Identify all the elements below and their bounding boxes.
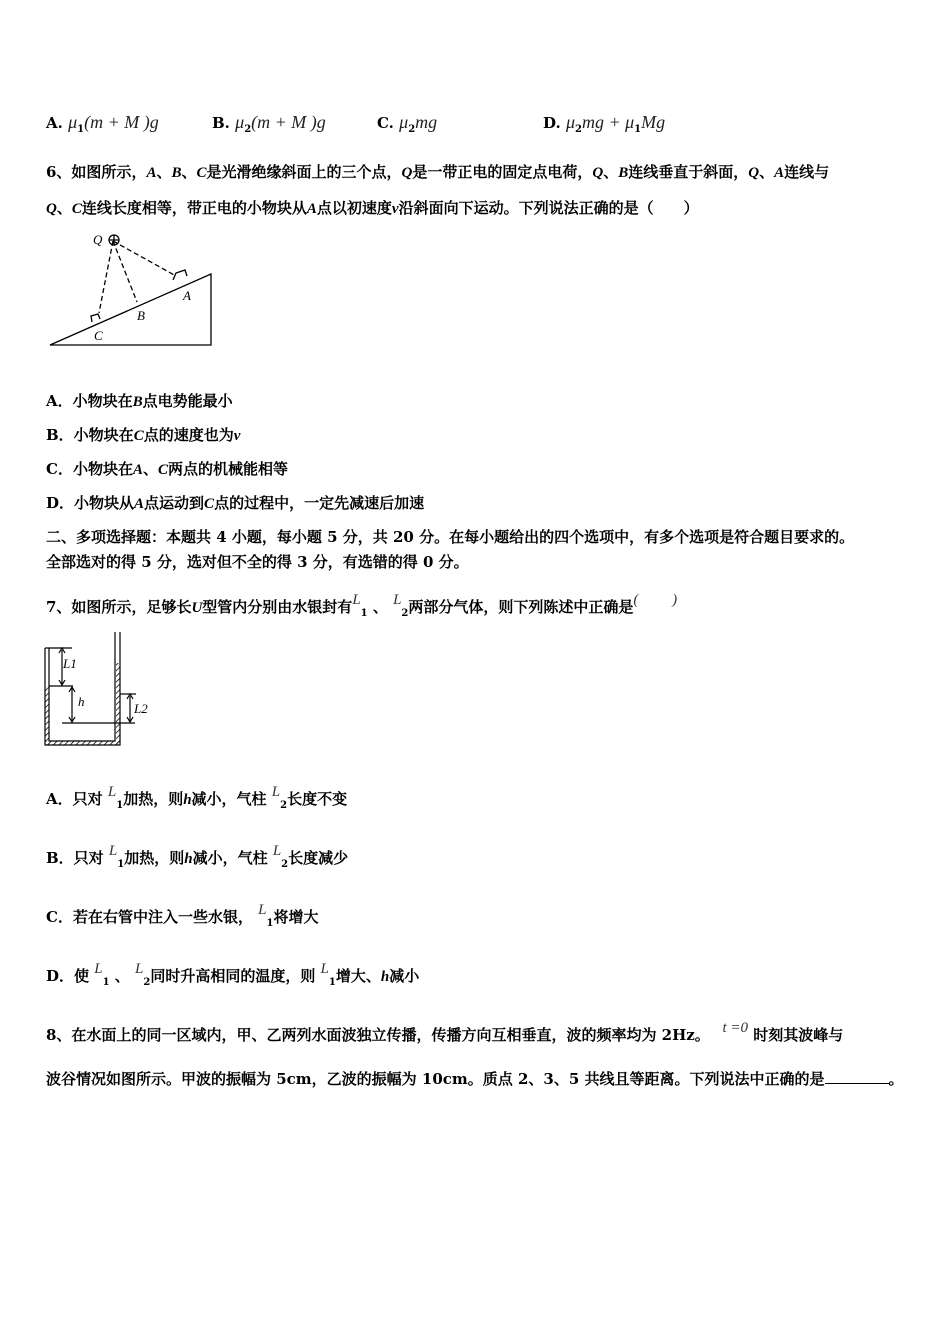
section2-header-line1: 二、多项选择题：本题共 4 小题，每小题 5 分，共 20 分。在每小题给出的四个选项中，有多个选项是符合题目要求的。	[46, 528, 855, 546]
option-label: D.	[543, 114, 561, 132]
text-segment: 、	[367, 598, 394, 616]
text-segment: 1	[360, 608, 368, 619]
q6-option-c	[46, 459, 288, 480]
text-segment: Mg	[641, 112, 666, 132]
section2-header-line2: 全部选对的得 5 分，选对但不全的得 3 分，有选错的得 0 分。	[46, 553, 469, 571]
q7-option-a	[46, 782, 347, 816]
text-segment: 波谷情况如图所示。甲波的振幅为 5cm，乙波的振幅为 10cm。质点 2、3、5 共线且等距离。下列说法中正确的是	[46, 1070, 825, 1088]
u-tube-figure	[0, 620, 180, 760]
text-segment: 1	[634, 124, 642, 135]
text-segment: t =0	[722, 1020, 749, 1036]
text-segment: 沿斜面向下运动。下列说法正确的是（ ）	[398, 199, 699, 217]
answer-blank	[825, 1069, 889, 1084]
text-segment: 减小，气柱	[192, 849, 273, 867]
text-segment: B．只对	[46, 849, 109, 867]
text-segment: 点的过程中，一定先减速后加速	[214, 494, 425, 512]
text-segment: 1	[328, 977, 336, 988]
text-segment: 加热，则	[124, 849, 185, 867]
text-segment: 长度减少	[288, 849, 349, 867]
text-segment: L	[320, 961, 329, 977]
text-segment: 、	[142, 460, 158, 478]
incline-figure	[0, 0, 260, 360]
text-segment: 加热，则	[123, 790, 184, 808]
text-segment: mg	[415, 112, 438, 132]
text-segment: 、	[603, 163, 619, 181]
text-segment: h	[380, 969, 390, 985]
text-segment: A．只对	[46, 790, 108, 808]
option-formula	[399, 112, 438, 135]
text-segment: U	[191, 600, 203, 616]
incline-triangle	[50, 274, 211, 345]
text-segment: 、	[156, 163, 172, 181]
text-segment: B	[618, 165, 629, 181]
text-segment: B	[132, 394, 143, 410]
text-segment: C	[133, 428, 144, 444]
text-segment: v	[233, 428, 241, 444]
q5-option-c	[377, 112, 437, 135]
text-segment: 型管内分别由水银封有	[202, 598, 353, 616]
text-segment: 2	[280, 800, 288, 811]
text-segment: 是一带正电的固定点电荷，	[412, 163, 593, 181]
text-segment: A．小物块在	[46, 392, 133, 410]
option-label: B.	[212, 114, 230, 132]
q7-option-b	[46, 841, 348, 875]
text-segment: B	[171, 165, 182, 181]
text-segment: 两部分气体，则下列陈述中正确是	[408, 598, 634, 616]
text-segment: A	[146, 165, 157, 181]
text-segment: 点运动到	[144, 494, 205, 512]
text-segment: 2	[408, 124, 416, 135]
text-segment: 。	[888, 1070, 904, 1088]
text-segment: L	[107, 784, 117, 800]
text-segment: 6、如图所示，	[46, 163, 147, 181]
label-a: A	[183, 288, 191, 303]
text-segment: 1	[77, 124, 85, 135]
text-segment: C	[204, 496, 215, 512]
q5-option-d	[543, 112, 665, 135]
text-segment: A	[134, 496, 145, 512]
text-segment: 同时升高相同的温度，则	[150, 967, 321, 985]
text-segment: L	[135, 961, 144, 977]
option-formula	[565, 112, 666, 135]
text-segment: 1	[102, 977, 110, 988]
q6-option-b	[46, 425, 240, 446]
text-segment: 连线与	[784, 163, 830, 181]
text-segment: 7、如图所示，足够长	[46, 598, 192, 616]
text-segment: A	[774, 165, 785, 181]
q7-option-c	[46, 900, 319, 934]
text-segment: 2	[281, 859, 289, 870]
text-segment: 点的速度也为	[143, 426, 234, 444]
text-segment: 连线长度相等，带正电的小物块从	[81, 199, 307, 217]
text-segment: 、	[181, 163, 197, 181]
text-segment: 2	[574, 124, 582, 135]
text-segment: ( )	[633, 592, 678, 608]
text-segment: 8、在水面上的同一区域内，甲、乙两列水面波独立传播，传播方向互相垂直，波的频率均为 2Hz。	[46, 1026, 723, 1044]
text-segment: 1	[266, 918, 274, 929]
text-segment: 两点的机械能相等	[168, 460, 289, 478]
label-l2: L2	[134, 701, 148, 716]
q6-option-d	[46, 493, 424, 514]
text-segment: 1	[117, 859, 125, 870]
text-segment: 2	[143, 977, 151, 988]
label-q: Q	[93, 232, 103, 247]
label-h: h	[78, 694, 85, 709]
text-segment: 时刻其波峰与	[748, 1026, 844, 1044]
text-segment: D．使	[46, 967, 95, 985]
text-segment: 2	[401, 608, 409, 619]
text-segment: h	[184, 851, 193, 867]
label-c: C	[94, 328, 103, 343]
text-segment: Q	[748, 165, 760, 181]
text-segment: 长度不变	[287, 790, 348, 808]
text-segment: μ	[565, 112, 575, 132]
text-segment: L	[272, 843, 282, 859]
text-segment: (m + M )g	[84, 112, 159, 132]
text-segment: C	[157, 462, 168, 478]
text-segment: C．若在右管中注入一些水银，	[46, 908, 259, 926]
q7-stem	[46, 590, 677, 624]
text-segment: h	[183, 792, 192, 808]
text-segment: 、	[109, 967, 135, 985]
label-b: B	[137, 308, 145, 323]
text-segment: C	[196, 165, 207, 181]
text-segment: 将增大	[273, 908, 319, 926]
text-segment: 减小，气柱	[191, 790, 272, 808]
text-segment: L	[393, 592, 402, 608]
text-segment: 减小	[389, 967, 420, 985]
q7-option-d	[46, 959, 419, 993]
text-segment: C．小物块在	[46, 460, 133, 478]
text-segment: 1	[116, 800, 124, 811]
text-segment: C	[71, 201, 82, 217]
text-segment: L	[108, 843, 118, 859]
text-segment: 点电势能最小	[142, 392, 233, 410]
text-segment: 2	[244, 124, 252, 135]
text-segment: 连线垂直于斜面，	[628, 163, 749, 181]
text-segment: 、	[759, 163, 775, 181]
text-segment: Q	[401, 165, 413, 181]
text-segment: L	[258, 902, 267, 918]
text-segment: L	[271, 784, 281, 800]
text-segment: μ	[68, 112, 78, 132]
text-segment: (m + M )g	[251, 112, 326, 132]
option-label: C.	[377, 114, 394, 132]
text-segment: B．小物块在	[46, 426, 134, 444]
text-segment: 增大、	[335, 967, 381, 985]
text-segment: μ	[235, 112, 245, 132]
text-segment: 点以初速度	[316, 199, 392, 217]
q6-option-a	[46, 391, 233, 412]
text-segment: D．小物块从	[46, 494, 135, 512]
text-segment: mg + μ	[581, 112, 635, 132]
text-segment: 是光滑绝缘斜面上的三个点，	[206, 163, 402, 181]
text-segment: μ	[399, 112, 409, 132]
q8-stem-line1	[46, 1018, 843, 1045]
text-segment: Q	[592, 165, 604, 181]
q8-stem-line2	[46, 1069, 904, 1089]
text-segment: A	[132, 462, 143, 478]
text-segment: A	[306, 201, 317, 217]
text-segment: L	[352, 592, 361, 608]
option-label: A.	[46, 114, 63, 132]
text-segment: 、	[56, 199, 72, 217]
text-segment: v	[391, 201, 399, 217]
text-segment: L	[94, 961, 103, 977]
text-segment: Q	[46, 201, 57, 217]
label-l1: L1	[63, 656, 77, 671]
